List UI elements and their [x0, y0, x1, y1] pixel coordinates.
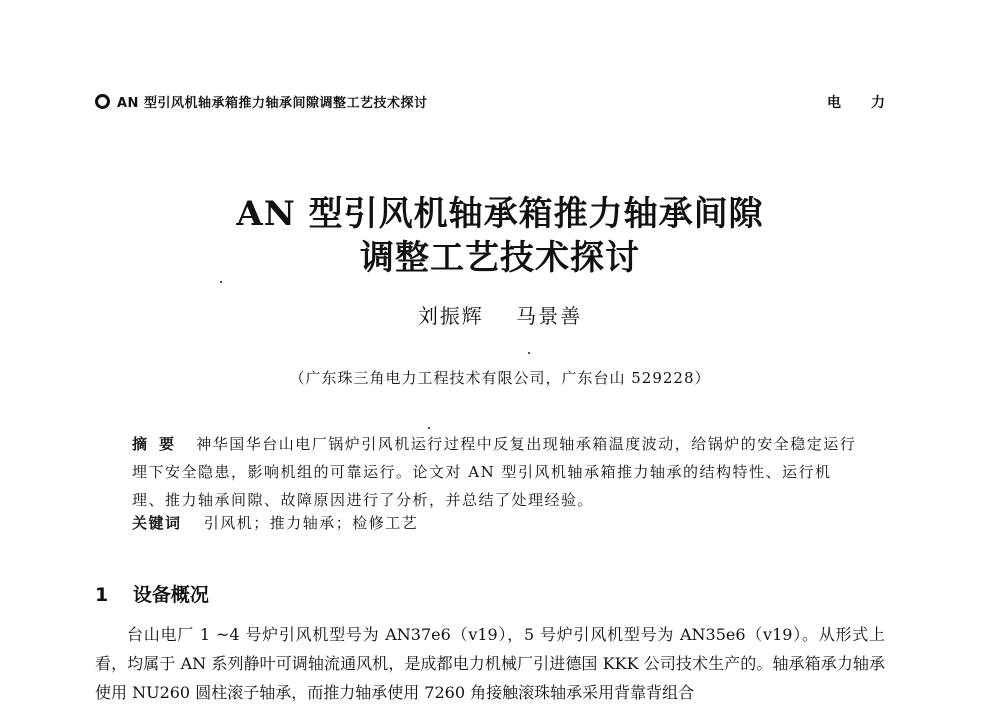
author-list: [0, 300, 1000, 329]
author-name: 马景善: [516, 304, 583, 328]
scan-speck: [428, 427, 430, 429]
article-title-line-1: AN 型引风机轴承箱推力轴承间隙: [236, 194, 764, 234]
keywords-text: 引风机；推力轴承；检修工艺: [203, 514, 419, 532]
article-title-line-2: 调整工艺技术探讨: [360, 238, 640, 278]
keywords-label: 关键词: [132, 514, 182, 532]
author-affiliation: （广东珠三角电力工程技术有限公司，广东台山 529228）: [289, 369, 711, 387]
abstract-block: [132, 430, 857, 514]
body-paragraph: 台山电厂 1 ~4 号炉引风机型号为 AN37e6（v19），5 号炉引风机型号为 AN35e6（v19）。从形式上看，均属于 AN 系列静叶可调轴流通风机，是成都电力机械厂引进德国 KKK 公司技术生产的。轴承箱承力轴承使用 NU260 圆柱滚子轴承，而推力轴承使用 7260 角接触滚珠轴承采用背靠背组合: [95, 625, 885, 702]
section-number: 1: [95, 584, 109, 606]
section-title: 设备概况: [132, 584, 209, 606]
running-title: AN 型引风机轴承箱推力轴承间隙调整工艺技术探讨: [117, 96, 428, 111]
author-name: 刘振辉: [417, 304, 484, 328]
keywords-block: [132, 512, 857, 533]
scan-speck: [528, 352, 530, 354]
journal-name: 电力: [827, 95, 915, 111]
running-header: [95, 92, 915, 114]
bullet-circle-icon: [95, 94, 110, 109]
section-heading: [95, 580, 209, 607]
abstract-text: 神华国华台山电厂锅炉引风机运行过程中反复出现轴承箱温度波动，给锅炉的安全稳定运行埋下安全隐患，影响机组的可靠运行。论文对 AN 型引风机轴承箱推力轴承的结构特性、运行机理、推力轴承间隙、故障原因进行了分析，并总结了处理经验。: [132, 435, 857, 509]
abstract-label: 摘要: [132, 435, 187, 453]
scan-speck: [220, 281, 222, 283]
